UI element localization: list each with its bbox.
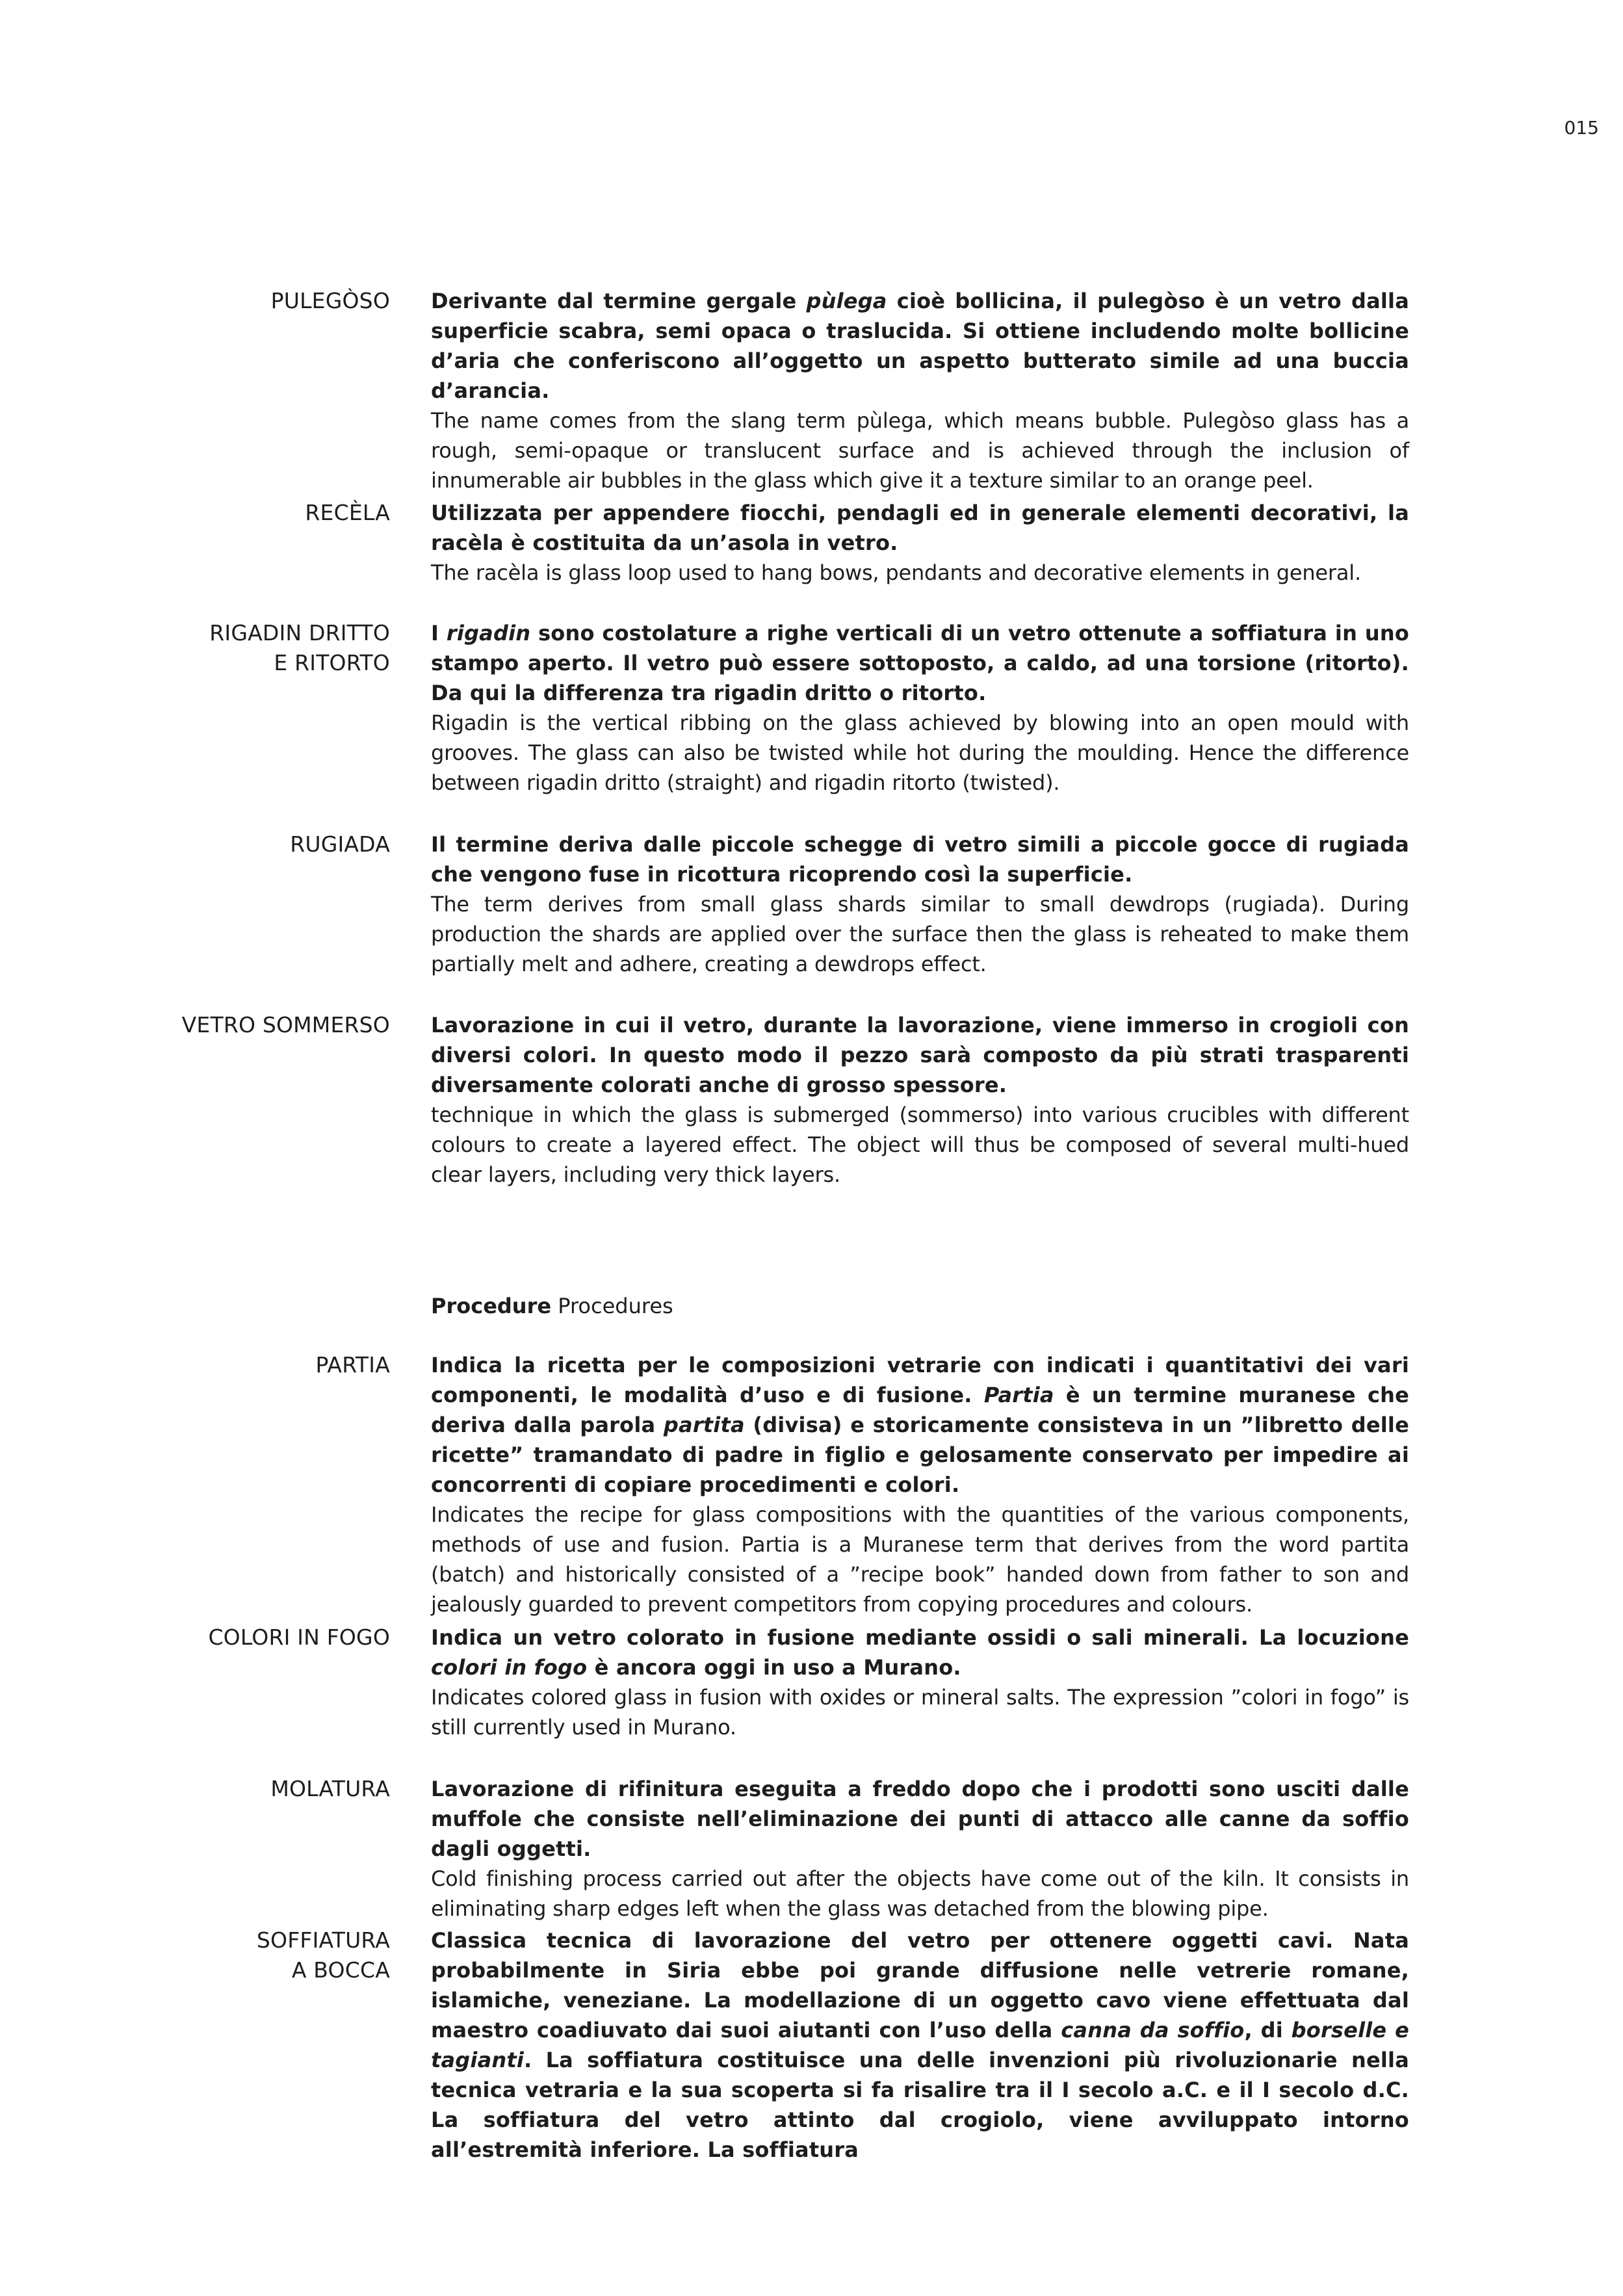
term-label — [130, 1010, 390, 1040]
term-line: PULEGÒSO — [270, 288, 390, 313]
text-run-italic: rigadin — [446, 621, 531, 646]
definition-english: Indicates the recipe for glass compositions with the quantities of the various components, methods of use and fusion. Partia is a Muranese term that derives from the word partita (batch) and historically consisted of a ”recipe book” handed down from father to son and jealously guarded to prevent competitors from copying procedures and colours. — [431, 1502, 1409, 1617]
text-run: I — [431, 621, 447, 646]
text-run: è un termine muranese che deriva dalla parola — [431, 1383, 1409, 1437]
text-run-italic: pùlega — [806, 289, 887, 313]
term-line: A BOCCA — [291, 1957, 390, 1983]
page-number: 015 — [1564, 117, 1599, 138]
term-label — [130, 1774, 390, 1804]
text-run: (divisa) e storicamente consisteva in un ”libretto delle ricette” tramandato di padre in figlio e gelosamente conservato per impedire ai concorrenti di copiare procedimenti e colori. — [431, 1413, 1409, 1497]
definition — [431, 618, 1409, 798]
definition-italian — [431, 286, 1409, 406]
definition-italian — [431, 1350, 1409, 1500]
text-run-italic: partita — [663, 1413, 745, 1437]
definition — [431, 829, 1409, 979]
term-label — [130, 829, 390, 859]
definition-italian — [431, 829, 1409, 889]
definition-italian — [431, 1925, 1409, 2165]
text-run: Indica la ricetta per le composizioni vetrarie con indicati i quantitativi dei vari componenti, le modalità d’uso e di fusione. — [431, 1353, 1409, 1407]
text-run: . La soffiatura costituisce una delle invenzioni più rivoluzionarie nella tecnica vetraria e la sua scoperta si fa risalire tra il I secolo a.C. e il I secolo d.C. La soffiatura del vetro attinto dal crogiolo, viene avviluppato intorno all’estremità inferiore. La soffiatura — [431, 2048, 1409, 2162]
text-run-italic: Partia — [983, 1383, 1054, 1407]
text-run-italic: colori in fogo — [431, 1655, 588, 1680]
definition-english: The racèla is glass loop used to hang bows, pendants and decorative elements in general. — [431, 560, 1361, 585]
text-run: Derivante dal termine gergale — [431, 289, 807, 313]
term-line: RUGIADA — [290, 831, 390, 857]
term-line: SOFFIATURA — [256, 1927, 390, 1953]
definition-english: The term derives from small glass shards similar to small dewdrops (rugiada). During production the shards are applied over the surface then the glass is reheated to make them partially melt and adhere, creating a dewdrops effect. — [431, 892, 1409, 976]
definition-italian — [431, 1623, 1409, 1682]
text-run: sono costolature a righe verticali di un vetro ottenute a soffiatura in uno stampo aperto. Il vetro può essere sottoposto, a caldo, ad una torsione (ritorto). Da qui la differenza tra rigadin dritto o ritorto. — [431, 621, 1410, 705]
definition — [431, 286, 1409, 495]
text-run: , di — [1244, 2018, 1292, 2042]
section-heading — [431, 1291, 673, 1321]
text-run: Indica un vetro colorato in fusione mediante ossidi o sali minerali. La locuzione — [431, 1625, 1409, 1650]
definition-italian — [431, 618, 1409, 708]
definition-italian — [431, 498, 1409, 558]
definition-italian — [431, 1774, 1409, 1864]
term-label — [130, 286, 390, 316]
definition — [431, 1010, 1409, 1190]
text-run: Utilizzata per appendere fiocchi, pendagli ed in generale elementi decorativi, la racèla è costituita da un’asola in vetro. — [431, 501, 1409, 555]
term-label — [130, 1623, 390, 1652]
text-run-italic: canna da soffio — [1061, 2018, 1245, 2042]
term-label — [130, 498, 390, 528]
definition-english: Indicates colored glass in fusion with oxides or mineral salts. The expression ”colori in fogo” is still currently used in Murano. — [431, 1685, 1409, 1740]
definition — [431, 498, 1409, 588]
text-run: Classica tecnica di lavorazione del vetro per ottenere oggetti cavi. Nata probabilmente in Siria ebbe poi grande diffusione nelle vetrerie romane, islamiche, veneziane. La modellazione di un oggetto cavo viene effettuata dal maestro coadiuvato dai suoi aiutanti con l’uso della — [431, 1928, 1409, 2042]
text-run: Il termine deriva dalle piccole schegge di vetro simili a piccole gocce di rugiada che vengono fuse in ricottura ricoprendo così la superficie. — [431, 832, 1409, 887]
term-label — [130, 1350, 390, 1380]
text-run: Lavorazione di rifinitura eseguita a freddo dopo che i prodotti sono usciti dalle muffole che consiste nell’eliminazione dei punti di attacco alle canne da soffio dagli oggetti. — [431, 1777, 1409, 1861]
section-heading-english: Procedures — [551, 1294, 673, 1318]
term-label — [130, 618, 390, 678]
definition — [431, 1774, 1409, 1924]
text-run: è ancora oggi in uso a Murano. — [587, 1655, 961, 1680]
definition-english: Rigadin is the vertical ribbing on the glass achieved by blowing into an open mould with grooves. The glass can also be twisted while hot during the moulding. Hence the difference between rigadin dritto (straight) and rigadin ritorto (twisted). — [431, 711, 1409, 795]
term-line: COLORI IN FOGO — [208, 1624, 390, 1650]
text-run: Lavorazione in cui il vetro, durante la lavorazione, viene immerso in crogioli con diversi colori. In questo modo il pezzo sarà composto da più strati trasparenti diversamente colorati anche di grosso spessore. — [431, 1013, 1409, 1097]
definition — [431, 1623, 1409, 1742]
definition-english: technique in which the glass is submerged (sommerso) into various crucibles with different colours to create a layered effect. The object will thus be composed of several multi-hued clear layers, including very thick layers. — [431, 1102, 1409, 1187]
definition — [431, 1925, 1409, 2165]
term-line: RIGADIN DRITTO — [209, 620, 390, 646]
term-line: MOLATURA — [270, 1776, 390, 1801]
definition-english: Cold finishing process carried out after the objects have come out of the kiln. It consists in eliminating sharp edges left when the glass was detached from the blowing pipe. — [431, 1866, 1409, 1921]
term-line: E RITORTO — [274, 650, 390, 675]
text-run-italic: borselle e tagianti — [431, 2018, 1409, 2072]
term-line: VETRO SOMMERSO — [181, 1012, 390, 1037]
text-run: cioè bollicina, il pulegòso è un vetro dalla superficie scabra, semi opaca o traslucida. Si ottiene includendo molte bollicine d’aria che conferiscono all’oggetto un aspetto butterato simile ad una buccia d’arancia. — [431, 289, 1410, 403]
term-line: RECÈLA — [305, 500, 390, 525]
definition-italian — [431, 1010, 1409, 1100]
definition-english: The name comes from the slang term pùlega, which means bubble. Pulegòso glass has a rough, semi-opaque or translucent surface and is achieved through the inclusion of innumerable air bubbles in the glass which give it a texture similar to an orange peel. — [431, 408, 1409, 493]
term-line: PARTIA — [315, 1352, 390, 1377]
definition — [431, 1350, 1409, 1619]
term-label — [130, 1925, 390, 1985]
section-heading-italian: Procedure — [431, 1294, 552, 1318]
